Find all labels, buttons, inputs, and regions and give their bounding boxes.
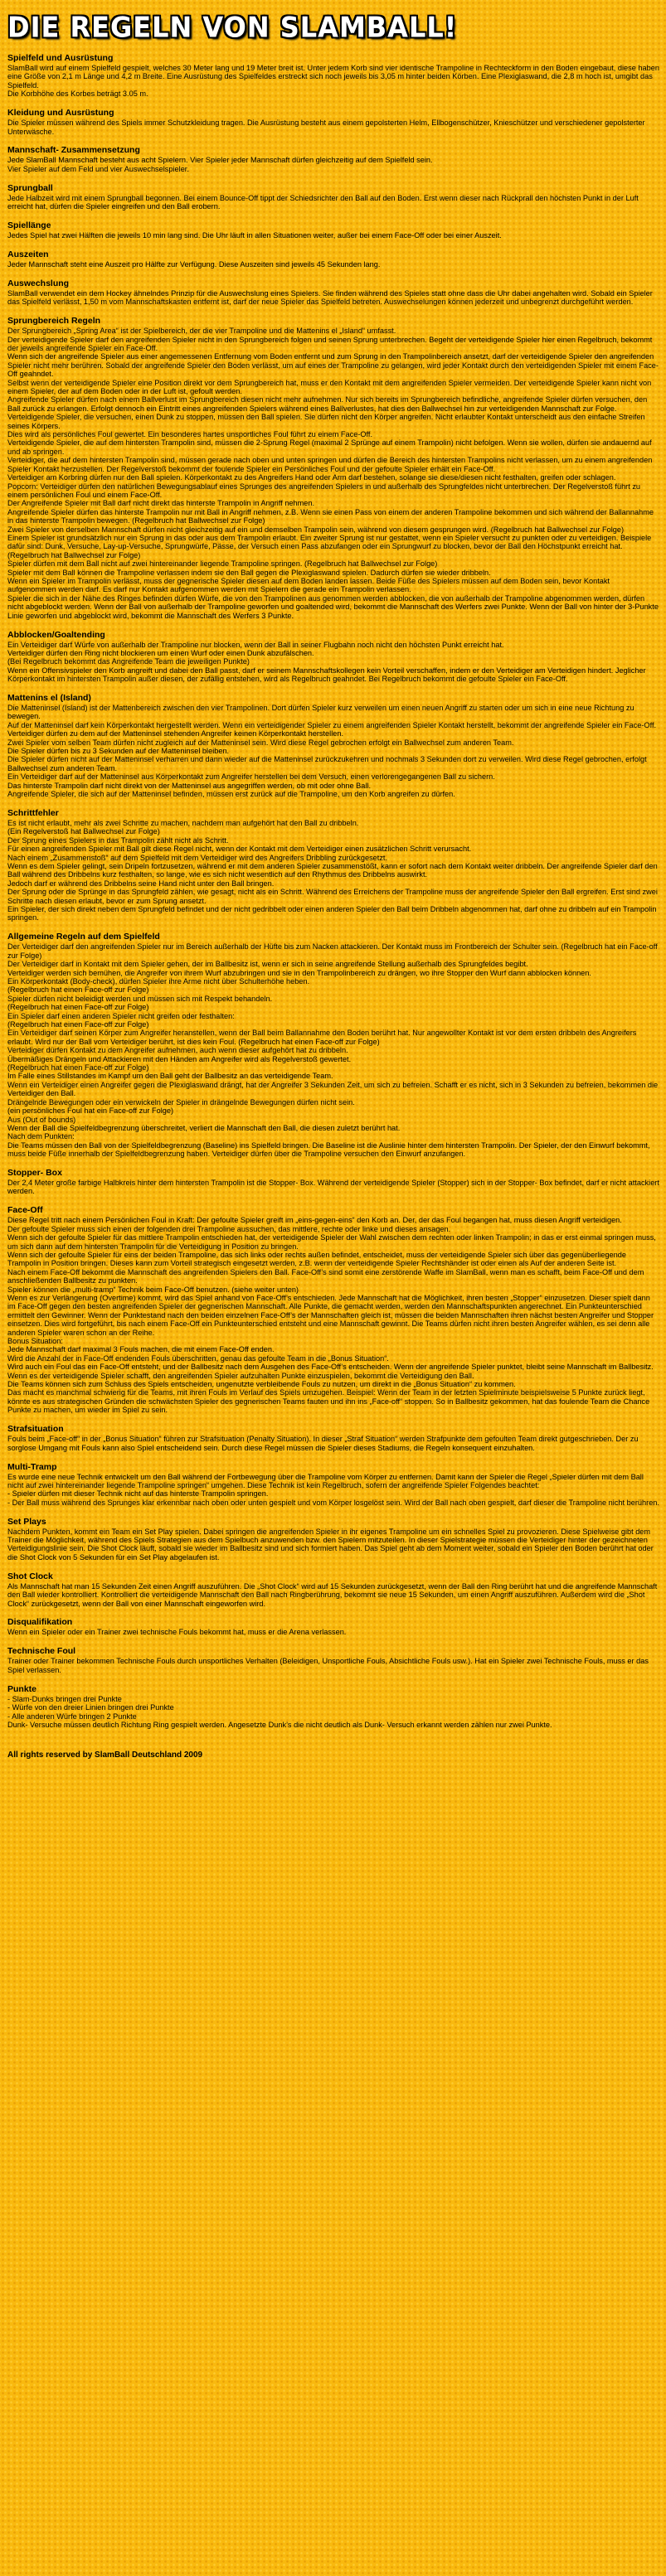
- rule-section: [7, 1168, 659, 1196]
- section-heading: Technische Foul: [7, 1646, 76, 1657]
- rule-section: [7, 278, 659, 307]
- section-paragraph: Zwei Spieler vom selben Team dürfen nicht zugleich auf der Matteninsel sein. Wird diese Regel gebrochen erfolgt ein Ballwechsel zum anderen Team.: [7, 738, 514, 747]
- section-paragraph: Verteidiger am Korbring dürfen nur den Ball spielen. Körperkontakt zu des Angreifers Hand oder Arm darf bestehen, solange sie diese/diesen nicht festhalten, greifen oder schlagen.: [7, 473, 616, 482]
- section-paragraph: Es ist nicht erlaubt, mehr als zwei Schritte zu machen, nachdem man aufgehört hat den Ball zu dribbeln.: [7, 819, 359, 827]
- section-paragraph: Wenn ein Offensivspieler den Korb angreift und dabei den Ball passt, darf er seinem Mannschaftskollegen kein Vorteil verschaffen, indem er den Verteidiger am Verteidigen hindert. Jeglicher Körperkontakt im hintersten Trampolin außer diesen, der zufällig entstehen, wird als Regelbruch geahndet. Bei Regelbruch bekommt die gefoulte Spieler ein Face-Off.: [7, 666, 646, 684]
- section-paragraph: Spieler dürfen nicht beleidigt werden und müssen sich mit Respekt behandeln.: [7, 994, 273, 1003]
- section-paragraph: Der Sprungbereich „Spring Area“ ist der Spielbereich, der die vier Trampoline und die Mattenins el „Island“ umfasst.: [7, 327, 396, 336]
- section-paragraph: Jeder Mannschaft steht eine Auszeit pro Hälfte zur Verfügung. Diese Auszeiten sind jeweils 45 Sekunden lang.: [7, 259, 381, 269]
- section-paragraph: Aus (Out of bounds): [7, 1115, 76, 1124]
- section-paragraph: - Würfe von den dreier Linien bringen drei Punkte: [7, 1703, 174, 1712]
- section-paragraph: Die Spieler dürfen nicht auf der Matteninsel verharren und dann wieder auf die Matteninsel zurückzukehren und nochmals 3 Sekunden dort zu verweilen. Wird diese Regel gebrochen, erfolgt Ballwechsel zum anderen Team.: [7, 755, 647, 772]
- rule-section: [7, 693, 659, 798]
- section-paragraph: (Regelbruch hat einen Face-off zur Folge): [7, 1003, 149, 1012]
- section-paragraph: Nach einem Face-Off bekommt die Mannschaft des angreifenden Spielers den Ball. Face-Off’s sind somit eine zerstörende Waffe im SlamBall, wenn man es schafft, beim Face-Off und dem anschließenden Ballbesitz zu punkten.: [7, 1267, 644, 1286]
- section-heading: Strafsituation: [7, 1424, 64, 1435]
- section-paragraph: Wird auch ein Foul das ein Face-Off entsteht, und der Ballbesitz nach dem Ausgehen des Face-Off’s entscheiden. Wenn der angreifende Spieler punktet, bleibt seine Mannschaft im Ballbesitz. Wenn es der verteidigende Spieler schafft, den angreifenden Spieler aufzuhalten Punkte einzuspielen, bekommt die Verteidigung den Ball.: [7, 1363, 654, 1380]
- section-paragraph: Die Korbhöhe des Korbes beträgt 3.05 m.: [7, 90, 148, 99]
- section-heading: Allgemeine Regeln auf dem Spielfeld: [7, 932, 160, 942]
- rule-section: [7, 108, 659, 136]
- rule-section: [7, 220, 659, 240]
- section-paragraph: (ein persönliches Foul hat ein Face-off zur Folge): [7, 1106, 174, 1116]
- section-paragraph: - Der Ball muss während des Sprunges klar erkennbar nach oben oder unten gespielt und vom Körper losgelöst sein. Wird der Ball nach oben gespielt, darf dieser die Trampoline nicht berühren.: [7, 1498, 659, 1507]
- section-paragraph: Wenn der Ball die Spielfeldbegrenzung überschreitet, verliert die Mannschaft den Ball, die diesen zuletzt berührt hat.: [7, 1123, 401, 1132]
- section-paragraph: Spieler mit dem Ball können die Trampoline verlassen indem sie den Ball gegen die Plexiglaswand spielen. Dadurch dürfen sie wieder dribbeln.: [7, 568, 491, 577]
- section-paragraph: Angreifende Spieler, die sich auf der Matteninsel befinden, müssen erst zurück auf die Trampoline, um den Korb angreifen zu dürfen.: [7, 790, 455, 799]
- rule-section: [7, 183, 659, 211]
- rule-section: [7, 316, 659, 620]
- section-paragraph: - Slam-Dunks bringen drei Punkte: [7, 1694, 122, 1703]
- section-paragraph: Verteidiger werden sich bemühen, die Angreifer von ihrem Wurf abzubringen und sie in den Trampolinbereich zu drängen, wo ihre Stopper den Wurf dann abblocken können.: [7, 968, 591, 977]
- section-heading: Abblocken/Goaltending: [7, 629, 105, 640]
- section-paragraph: (Regelbruch hat einen Face-off zur Folge): [7, 1020, 149, 1029]
- section-heading: Mattenins el (Island): [7, 693, 91, 704]
- section-paragraph: Ein Verteidiger darf auf der Matteninsel aus Körperkontakt zum Angreifer herstellen bei dem Versuch, einen verlorengegangenen Ball zu sichern.: [7, 772, 495, 782]
- section-heading: Stopper- Box: [7, 1168, 62, 1179]
- section-paragraph: Verteidiger dürfen den Ring nicht blockieren um einen Wurf oder einen Dunk abzufälschen.: [7, 648, 314, 657]
- section-paragraph: Wenn ein Spieler oder ein Trainer zwei technische Fouls bekommt hat, muss er die Arena verlassen.: [7, 1628, 347, 1637]
- section-paragraph: Die Teams können sich zum Schluss des Spiels entscheiden, ungenutzte verbleibende Fouls zu nutzen, um direkt in die „Bonus Situation“ zu kommen.: [7, 1380, 516, 1389]
- section-paragraph: Wenn es dem Spieler gelingt, sein Dripeln fortzusetzen, während er mit dem anderen Spieler zusammenstößt, kann er sofort nach dem Kontakt weiter dribbeln. Der angreifende Spieler darf den Ball während des Dribbelns kurz festhalten, so lange, wie es sich nicht wesentlich auf den Rhythmus des Dribbelns auswirkt.: [7, 862, 658, 879]
- section-paragraph: Der Angreifende Spieler mit Ball darf nicht direkt das hinterste Trampolin in Angriff nehmen.: [7, 499, 315, 508]
- section-paragraph: Im Falle eines Stillstandes im Kampf um den Ball geht der Ballbesitz an das verteidigende Team.: [7, 1072, 333, 1081]
- section-heading: Auszeiten: [7, 249, 49, 259]
- section-paragraph: Auf der Matteninsel darf kein Körperkontakt hergestellt werden. Wenn ein verteidigender Spieler zu einem angreifenden Spieler Kontakt herstellt, bekommt der angreifende Spieler ein Face-Off. Verteidiger dürfen zu dem auf der Matteninsel stehenden Angreifer keinen Körperkontakt herstellen.: [7, 720, 657, 738]
- section-paragraph: Diese Regel tritt nach einem Persönlichen Foul in Kraft: Der gefoulte Spieler greift im „eins-gegen-eins“ den Korb an. Der, der das Foul begangen hat, muss diesen Angriff verteidigen.: [7, 1216, 622, 1225]
- section-paragraph: (Regelbruch hat einen Face-off zur Folge): [7, 1063, 149, 1073]
- rules-sections: [7, 53, 659, 1729]
- section-paragraph: Einem Spieler ist grundsätzlich nur ein Sprung in das oder aus dem Trampolin erlaubt. Ein zweiter Sprung ist nur gestattet, wenn ein Spieler versucht zu punkten oder zu verteidigen. Beispiele dafür sind: Dunk, Versuche, Lay-up-Versuche, Sprungwürfe, Pässe, der Versuch einen Pass abzufangen oder ein Sprungwurf zu blocken, bevor der Ball den Höchstpunkt erreicht hat. (Regelbruch hat Ballwechsel zur Folge): [7, 533, 652, 559]
- section-paragraph: Die Matteninsel (Island) ist der Mattenbereich zwischen den vier Trampolinen. Dort dürfen Spieler kurz verweilen um einen neuen Angriff zu starten oder um sich in eine neue Richtung zu bewegen.: [7, 704, 634, 721]
- section-paragraph: Der 2,4 Meter große farbige Halbkreis hinter dem hintersten Trampolin ist die Stopper- Box. Während der verteidigende Spieler (Stopper) sich in der Stopper- Box befindet, darf er nicht attackiert werden.: [7, 1179, 659, 1196]
- section-heading: Sprungbereich Regeln: [7, 316, 101, 327]
- section-paragraph: Jede Halbzeit wird mit einem Sprungball begonnen. Bei einem Bounce-Off tippt der Schiedsrichter den Ball auf den Boden. Erst wenn dieser nach Rückprall den höchsten Punkt in der Luft erreicht hat, dürfen die Spieler eingreifen und den Ball erobern.: [7, 193, 639, 211]
- section-heading: Multi-Tramp: [7, 1461, 57, 1472]
- rule-section: [7, 1571, 659, 1608]
- section-paragraph: Der verteidigende Spieler darf den angreifenden Spieler nicht in den Sprungbereich folgen und seinen Sprung unterbrechen. Begeht der verteidigende Spieler hier einen Regelbruch, bekommt der jeweils angreifende Spieler ein Face-Off.: [7, 335, 653, 352]
- section-paragraph: Der Sprung eines Spielers in das Trampolin zählt nicht als Schritt.: [7, 835, 229, 845]
- section-paragraph: Angreifende Spieler dürfen nach einem Ballverlust im Sprungbereich diesen nicht mehr aufnehmen. Nur sich bereits im Sprungbereich befindliche, angreifende Spieler dürfen versuchen, den Ball zurück zu erlangen. Erfolgt dennoch ein Eintritt eines angreifenden Spielers während eines Ballverlustes, hat dies den Ballwechsel hin zur verteidigenden Mannschaft zur Folge.: [7, 395, 648, 413]
- section-paragraph: Jedes Spiel hat zwei Hälften die jeweils 10 min lang sind. Die Uhr läuft in allen Situationen weiter, außer bei einem Face-Off oder bei einer Auszeit.: [7, 231, 502, 240]
- section-paragraph: - Spieler dürfen mit dieser Technik nicht auf das hinterste Trampolin springen.: [7, 1489, 269, 1499]
- rule-section: [7, 53, 659, 99]
- section-heading: Punkte: [7, 1683, 37, 1694]
- section-heading: Auswechslung: [7, 278, 70, 288]
- section-paragraph: Ein Spieler darf einen anderen Spieler nicht greifen oder festhalten:: [7, 1011, 235, 1020]
- rule-section: [7, 1424, 659, 1452]
- section-heading: Set Plays: [7, 1516, 46, 1527]
- section-paragraph: Das macht es manchmal schwierig für die Teams, mit ihren Fouls im Verlauf des Spiels umzugehen. Beispiel: Wenn der Team in der letzten Spielminute beispielsweise 5 Punkte zurück liegt, könnte es aus strategischen Gründen die schwächsten Spieler des gegnerischen Teams fauten und ihn ins „Face-off“ stoppen. So in Ballbesitz gekommen, hat das foulende Team die Chance Punkte zu machen, um wieder im Spiel zu sein.: [7, 1388, 650, 1415]
- section-paragraph: Ein Verteidiger darf Würfe von außerhalb der Trampoline nur blocken, wenn der Ball in seiner Flugbahn noch nicht den höchsten Punkt erreicht hat.: [7, 640, 504, 649]
- section-paragraph: Nach einem „Zusammenstoß“ auf dem Spielfeld mit dem Verteidiger wird des Angreifers Dribbling zurückgesetzt.: [7, 853, 388, 862]
- section-paragraph: - Alle anderen Würfe bringen 2 Punkte: [7, 1712, 137, 1721]
- section-paragraph: Selbst wenn der verteidigende Spieler eine Position direkt vor dem Sprungbereich hat, muss er den Kontakt mit dem angreifenden Spieler vermeiden. Der verteidigende Spieler kann nicht von einem Spieler, der auf dem Boden oder in der Luft ist, gefoult werden.: [7, 378, 652, 396]
- section-paragraph: Verteidiger dürfen Kontakt zu dem Angreifer aufnehmen, auch wenn dieser aufgehört hat zu dribbeln.: [7, 1046, 348, 1055]
- section-paragraph: Trainer oder Trainer bekommen Technische Fouls durch unsportliches Verhalten (Beleidigen, Unsportliche Fouls, Absichtliche Fouls usw.). Hat ein Spieler zwei Technische Fouls, muss er das Spiel verlassen.: [7, 1657, 649, 1674]
- section-heading: Spiellänge: [7, 220, 51, 231]
- section-paragraph: Dies wird als persönliches Foul gewertet. Ein besonderes hartes unsportliches Foul führt zu einem Face-Off.: [7, 430, 373, 439]
- section-paragraph: Jede SlamBall Mannschaft besteht aus acht Spielern. Vier Spieler jeder Mannschaft dürfen gleichzeitig auf dem Spielfeld sein.: [7, 156, 433, 165]
- section-paragraph: Verteidigende Spieler, die versuchen, einen Dunk zu stoppen, müssen den Ball spielen. Sie dürfen nicht den Körper angreifen. Nicht erlaubter Kontakt unterscheidt aus den einfache Streifen seines Körpers.: [7, 413, 645, 430]
- section-paragraph: Die Teams müssen den Ball von der Spielfeldbegrenzung (Baseline) ins Spielfeld bringen. Die Baseline ist die Auslinie hinter dem hintersten Trampolin. Der Spieler, der den Einwurf bekommt, muss beide Füße innerhalb der Spielfeldbegrenzung haben. Verteidiger dürfen über die Trampoline versuchen den Einwurf anzufangen.: [7, 1140, 650, 1159]
- section-paragraph: Ein Körperkontakt (Body-check), dürfen Spieler ihre Arme nicht über Schulterhöhe heben.: [7, 977, 310, 985]
- section-paragraph: Die Spieler müssen während des Spiels immer Schutzkleidung tragen. Die Ausrüstung besteht aus einem gepolsterten Helm, Ellbogenschützer, Knieschützer und verschiedener gepolsterter Unterwäsche.: [7, 119, 645, 136]
- rule-section: [7, 1517, 659, 1562]
- section-paragraph: Nach dem Punkten:: [7, 1132, 75, 1141]
- section-heading: Shot Clock: [7, 1571, 53, 1581]
- section-paragraph: Fouls beim „Face-off“ in der „Bonus Situation“ führen zur Strafsituation (Penalty Situation). In dieser „Straf Situation“ werden Strafpunkte dem gefoulten Team direkt gutgeschrieben. Der zu sorglose Umgang mit Fouls kann also Spiel entscheidend sein. Durch diese Regel müssen die Spieler dieses Stadiums, die Regeln konsequent einzuhalten.: [7, 1435, 639, 1452]
- rule-section: [7, 932, 659, 1158]
- rule-section: [7, 1617, 659, 1636]
- section-heading: Sprungball: [7, 182, 53, 193]
- section-heading: Mannschaft- Zusammensetzung: [7, 145, 140, 156]
- section-paragraph: (Regelbruch hat einen Face-off zur Folge): [7, 985, 149, 995]
- section-heading: Kleidung und Ausrüstung: [7, 108, 114, 119]
- rule-section: [7, 145, 659, 173]
- section-paragraph: SlamBall verwendet ein dem Hockey ähnelndes Prinzip für die Auswechslung eines Spielers. Sie finden während des Spieles statt ohne dass die Uhr dabei angehalten wird. Sobald ein Spieler das Spielfeld verlässt, 1,50 m vom Mannschaftskasten entfernt ist, darf der neue Spieler das Spielfeld betreten. Auswechselungen können jederzeit und unbegrenzt durchgeführt werden.: [7, 288, 653, 307]
- section-paragraph: (Bei Regelbruch bekommt das Angreifende Team die jeweiligen Punkte): [7, 657, 250, 666]
- section-paragraph: Ein Spieler, der sich direkt neben dem Sprungfeld befindet und der nicht gedribbelt oder einen anderen Spieler den Ball beim Dribbeln abgenommen hat, darf ohne zu dribbeln auf ein Trampolin springen.: [7, 905, 657, 922]
- section-paragraph: Jede Mannschaft darf maximal 3 Fouls machen, die mit einem Face-Off enden.: [7, 1345, 275, 1354]
- section-paragraph: Spieler können die „multi-tramp“ Technik beim Face-Off benutzen. (siehe weiter unten): [7, 1285, 299, 1294]
- section-paragraph: Wenn sich der angreifende Spieler aus einer angemessenen Entfernung vom Boden entfernt und zum Sprung in den Trampolinbereich ansetzt, darf der verteidigende Spieler den angreifenden Spieler nicht mehr berühren. Sobald der angreifende Spieler den Boden verlässt, um auf eines der Trampoline zu gelangen, wird jeder Kontakt durch den verteidigenden Spieler mit einem Face-Off geahndet.: [7, 352, 659, 379]
- section-paragraph: Verteidigende Spieler, die auf dem hintersten Trampolin sind, müssen die 2-Sprung Regel (maximal 2 Sprünge auf einem Trampolin) nicht befolgen. Wenn sie wollen, dürfen sie andauernd auf und ab springen.: [7, 438, 652, 456]
- section-paragraph: Der Verteidiger darf den angreifenden Spieler nur im Bereich außerhalb der Hüfte bis zum Nacken attackieren. Der Kontakt muss im Frontbereich der Schulter sein. (Regelbruch hat ein Face-off zur Folge): [7, 942, 658, 960]
- section-paragraph: Für einen angreifenden Spieler mit Ball gilt diese Regel nicht, wenn der Kontakt mit dem Verteidiger einen zusätzlichen Schritt verursacht.: [7, 845, 472, 854]
- section-heading: Schrittfehler: [7, 808, 59, 818]
- section-paragraph: Der Verteidiger darf in Kontakt mit dem Spieler gehen, der im Ballbesitz ist, wenn er sich in seine angreifende Stellung außerhalb des Sprungfeldes begibt.: [7, 960, 528, 969]
- section-paragraph: Der gefoulte Spieler muss sich einen der folgenden drei Trampoline aussuchen, das mittlere, rechte oder linke und dieses ansagen.: [7, 1224, 451, 1233]
- section-paragraph: Jedoch darf er während des Dribbelns seine Hand nicht unter den Ball bringen.: [7, 879, 275, 888]
- section-paragraph: Spieler dürfen mit dem Ball nicht auf zwei hintereinander liegende Trampoline springen. (Regelbruch hat Ballwechsel zur Folge): [7, 559, 438, 569]
- section-paragraph: Verteidiger, die auf dem hintersten Trampolin sind, müssen gerade nach oben und unten springen und dürfen die Bereich des hintersten Trampolins nicht verlassen, um zu einem angreifenden Spieler Kontakt herzustellen. Der Regelverstoß bekommt der foulende Spieler ein Persönliches Foul und der gefoulte Spieler erhält ein Face-Off.: [7, 456, 653, 473]
- section-paragraph: Wenn sich der gefoulte Spieler für das mittlere Trampolin entschieden hat, der verteidigende Spieler der Wahl zwischen dem rechten oder linken Trampolin; in das er erst einmal springen muss, um sich dann auf dem hintersten Trampolin für die Verteidigung in Position zu bringen.: [7, 1233, 656, 1251]
- section-paragraph: Wenn ein Spieler im Trampolin verlässt, muss der gegnerische Spieler diesen auf dem Boden landen lassen. Beide Füße des Spielers müssen auf dem Boden sein, bevor Kontakt aufgenommen werden darf. Es darf nur Kontakt aufgenommen werden mit Spielern die gerade ein Trampolin verlassen.: [7, 576, 610, 594]
- rule-section: [7, 1646, 659, 1674]
- copyright-footer: All rights reserved by SlamBall Deutschland 2009: [7, 1750, 203, 1760]
- rule-section: [7, 249, 659, 269]
- section-paragraph: Vier Spieler auf dem Feld und vier Auswechselspieler.: [7, 164, 189, 173]
- section-paragraph: Es wurde eine neue Technik entwickelt um den Ball während der Fortbewegung über die Trampoline vom Körper zu entfernen. Damit kann der Spieler die Regel „Spieler dürfen mit dem Ball nicht auf zwei hintereinander liegende Trampoline springen“ umgehen. Diese Technik ist kein Regelbruch, sofern der angreifende Spieler Folgendes beachtet:: [7, 1472, 644, 1489]
- section-heading: Disqualifikation: [7, 1617, 73, 1628]
- rule-section: [7, 630, 659, 684]
- rule-section: [7, 1205, 659, 1414]
- section-paragraph: Spieler die sich in der Nähe des Ringes befinden dürfen Würfe, die von den Trampolinen aus genommen werden abblocken, die von außerhalb der Trampoline abgenommen werden, dürfen nicht abgeblockt werden. Wenn der Ball von außerhalb der Trampoline geworfen und goaltended wird, bekommt die Mannschaft des Werfers zwei Punkte. Wenn der Ball von hinter der 3-Punkte Linie geworfen und abgeblockt wird, bekommt die Mannschaft des Werfers 3 Punkte.: [7, 593, 659, 620]
- rule-section: [7, 1462, 659, 1508]
- section-paragraph: Popcorn: Verteidiger dürfen den natürlichen Bewegungsablauf eines Sprunges des angreifenden Spielers in und außerhalb des Sprungfeldes nicht unterbrechen. Der Regelverstoß führt zu einem persönlichen Foul und einem Face-Off.: [7, 482, 641, 499]
- section-paragraph: Das hinterste Trampolin darf nicht direkt von der Matteninsel aus angegriffen werden, ob mit oder ohne Ball.: [7, 781, 372, 790]
- section-heading: Face-Off: [7, 1205, 43, 1216]
- section-paragraph: Nachdem Punkten, kommt ein Team ein Set Play spielen. Dabei springen die angreifenden Spieler in ihr eigenes Trampoline um ein schnelles Spiel zu provozieren. Diese Spielweise gibt dem Trainer die Möglichkeit, während des Spiels Strategien aus dem Spielbuch anzuwenden bzw. den Spielern mitzuteilen. In dieser Spielstrategie müssen die Verteidiger hinter der gezeichneten Verteidigungslinie sein. Die Shot Clock läuft, sobald sie wieder im Ballbesitz sind und sich formiert haben. Das Spiel geht ab dem Moment weiter, sobald ein Spieler den Boden berührt hat oder die Shot Clock von 5 Sekunden für ein Set Play abgelaufen ist.: [7, 1527, 654, 1562]
- page-title: DIE REGELN VON SLAMBALL!: [7, 10, 458, 44]
- section-paragraph: Ein Verteidiger darf seinen Körper zum Angreifer heranstellen, wenn der Ball beim Ballannahme den Boden berührt hat. Nur angewollter Kontakt ist vor dem ersten dribbeln des Angreifers erlaubt. Wird nur der Ball vom Verteidiger berührt, ist dies kein Foul. (Regelbruch hat einen Face-off zur Folge): [7, 1029, 637, 1046]
- section-paragraph: Zwei Spieler von derselben Mannschaft dürfen nicht gleichzeitig auf ein und demselben Trampolin sein, während von diesem gesprungen wird. (Regelbruch hat Ballwechsel zur Folge): [7, 525, 625, 534]
- section-paragraph: Als Mannschaft hat man 15 Sekunden Zeit einen Angriff auszuführen. Die „Shot Clock“ wird auf 15 Sekunden zurückgesetzt, wenn der Ball den Ring berührt hat und die angreifende Mannschaft den Ball wieder kontrolliert. Kontrolliert die verteidigende Mannschaft den Ball nach Ringberührung, bekommt sie neue 15 Sekunden, um einen Angriff auszuführen. Außerdem wird die „Shot Clock“ zurückgesetzt, wenn der Ball von einer Mannschaft eingeworfen wird.: [7, 1581, 658, 1608]
- section-paragraph: Drängelnde Bewegungen oder ein verwickeln der Spieler in drängelnde Bewegungen dürfen nicht sein.: [7, 1097, 355, 1106]
- section-paragraph: Angreifende Spieler dürfen das hinterste Trampolin nur mit Ball in Angriff nehmen, z.B. Wenn sie einen Pass von einem der anderen Trampoline bekommen und sich während der Ballannahme in das hinterste Trampolin bewegen. (Regelbruch hat Ballwechsel zur Folge): [7, 507, 654, 525]
- rule-section: [7, 808, 659, 922]
- section-paragraph: Die Spieler dürfen bis zu 3 Sekunden auf der Matteninsel bleiben.: [7, 747, 230, 756]
- section-paragraph: SlamBall wird auf einem Spielfeld gespielt, welches 30 Meter lang und 19 Meter breit ist. Unter jedem Korb sind vier identische Trampoline in Rechteckform in den Boden eingebaut, diese haben eine Größe von 2,1 m Länge und 4,2 m Breite. Eine Ausrüstung des Spielfeldes erstreckt sich noch jeweils bis 3,05 m hinter beiden Körben. Eine Plexiglaswand, die 2,8 m hoch ist, umgibt das Spielfeld.: [7, 64, 659, 90]
- section-heading: Spielfeld und Ausrüstung: [7, 53, 114, 63]
- section-paragraph: Wenn sich der gefoulte Spieler für eins der beiden Trampoline, das sich links oder rechts außen befindet, entscheidet, muss der verteidigende Spieler sich über das gegenüberliegende Trampolin in Position bringen. Dieses kann zum Vorteil strategisch eingesetzt werden, z.B. wenn der verteidigende Spieler Rechtshänder ist oder einen als Auf der anderen Seite ist.: [7, 1250, 626, 1268]
- section-paragraph: Der Sprung oder die Sprünge in das Sprungfeld zählen, wie gesagt, nicht als ein Schritt. Während des Erreichens der Trampoline muss der angreifende Spieler den Ball ergreifen. Erst sind zwei Schritte nach diesen erlaubt, bevor er zum Sprung ansetzt.: [7, 888, 658, 905]
- section-paragraph: Wenn ein Verteidiger einen Angreifer gegen die Plexiglaswand drängt, hat der Angreifer 3 Sekunden Zeit, um sich zu befreien. Schafft er es nicht, sich in 3 Sekunden zu befreien, bekommen die Verteidiger den Ball.: [7, 1080, 659, 1098]
- section-paragraph: Übermäßiges Drängeln und Attackieren mit den Händen am Angreifer wird als Regelverstoß gewertet.: [7, 1054, 352, 1063]
- section-paragraph: Wird die Anzahl der in Face-Off endenden Fouls überschritten, genau das gefoulte Team in die „Bonus Situation“.: [7, 1353, 389, 1363]
- section-paragraph: (Ein Regelverstoß hat Ballwechsel zur Folge): [7, 827, 160, 836]
- rule-section: [7, 1684, 659, 1730]
- section-paragraph: Dunk- Versuche müssen deutlich Richtung Ring gespielt werden. Angesetzte Dunk’s die nicht deutlich als Dunk- Versuch erkannt werden zählen nur zwei Punkte.: [7, 1720, 552, 1729]
- section-paragraph: Bonus Situation:: [7, 1337, 63, 1346]
- section-paragraph: Wenn es zur Verlängerung (Overtime) kommt, wird das Spiel anhand von Face-Off’s entschieden. Jede Mannschaft hat die Möglichkeit, ihren besten „Stopper“ einzusetzen. Dieser spielt dann im Face-Off gegen den besten angreifenden Spieler der gegnerischen Mannschaft. Alle Punkte, die gemacht werden, werden den Mannschaftspunkten angerechnet. Ein Punkteunterschied ermittelt den Gewinner. Wenn der Punktestand nach den beiden einzelnen Face-Off’s der Mannschaften gleich ist, müssen die beiden Mannschaften ihren nächst besten Angreifer und Stopper einsetzen. Dies wird fortgeführt, bis nach einem Face-Off ein Punkteunterschied entsteht und eine Mannschaft gewinnt. Die Teams dürfen nicht ihren besten Angreifer wählen, es sei denn alle anderen Spieler waren schon an der Reihe.: [7, 1294, 654, 1337]
